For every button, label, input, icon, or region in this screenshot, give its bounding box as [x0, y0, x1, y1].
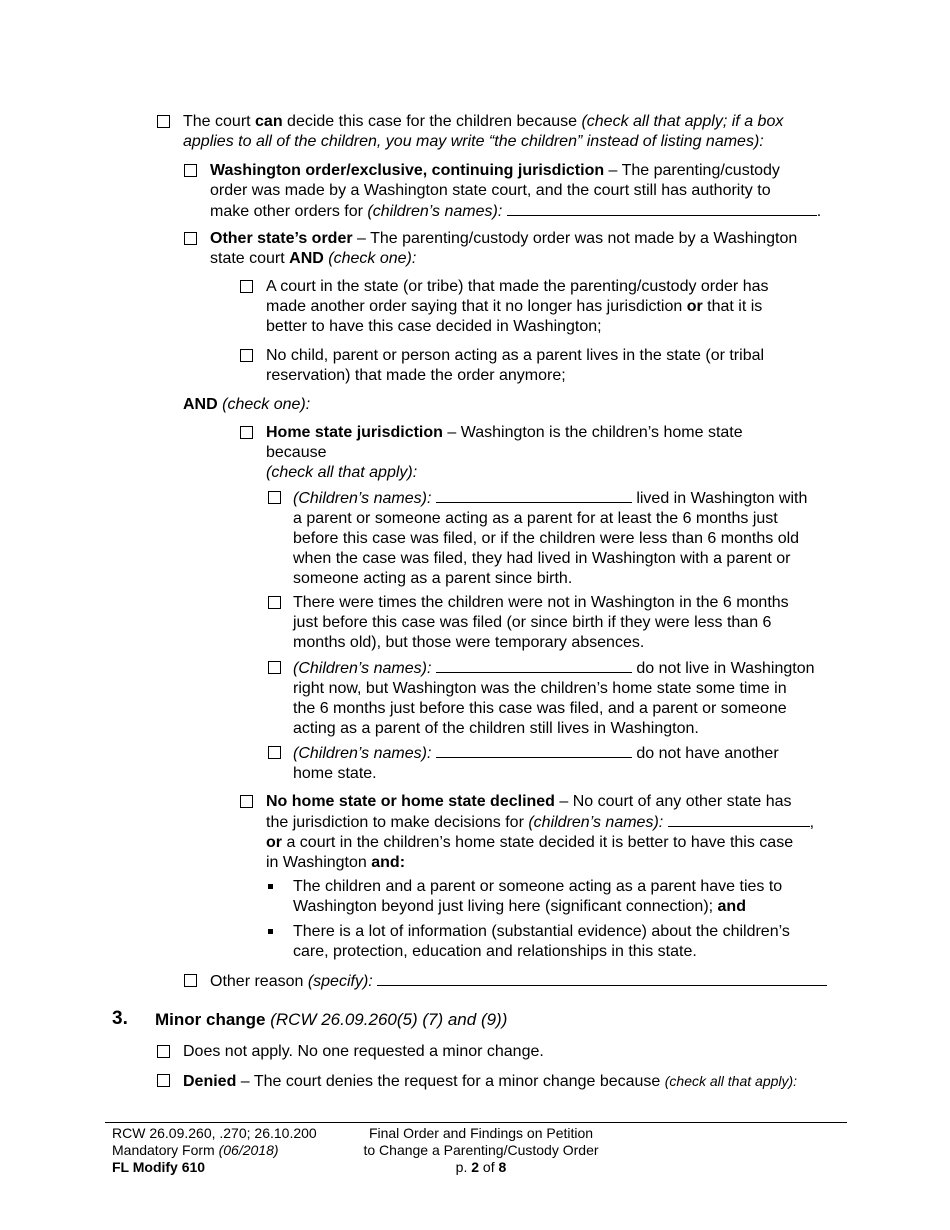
- court-no-longer-has-jurisdiction-text: A court in the state (or tribe) that made the parenting/custody order has made another order saying that it no longer has jurisdiction or that it is better to have this case decided in Washington;: [266, 278, 769, 335]
- footer-left: RCW 26.09.260, .270; 26.10.200 Mandatory Form (06/2018) FL Modify 610: [112, 1125, 317, 1175]
- checkbox-minor-change-does-not-apply[interactable]: [157, 1045, 170, 1058]
- footer-center: Final Order and Findings on Petition to Change a Parenting/Custody Order p. 2 of 8: [363, 1125, 599, 1175]
- checkbox-no-other-home-state[interactable]: [268, 746, 281, 759]
- significant-connection-text: The children and a parent or someone acting as a parent have ties to Washington beyond just living here (significant connection); and: [293, 878, 783, 915]
- do-not-live-in-washington-text: (Children’s names): do not live in Washington right now, but Washington was the children’s home state some time in the 6 months just before this case was filed, and a parent or someone acting as a parent of the children still lives in Washington.: [293, 660, 815, 737]
- temporary-absences-text: There were times the children were not in Washington in the 6 months just before this case was filed (or since birth if they were less than 6 months old), but those were temporary absences.: [293, 594, 789, 651]
- checkbox-other-reason[interactable]: [184, 974, 197, 987]
- court-can-decide-text: The court can decide this case for the children because (check all that apply; if a box applies to all of the children, you may write “the children” instead of listing names):: [183, 113, 784, 150]
- children-names-field[interactable]: [436, 488, 632, 503]
- checkbox-court-no-longer-has-jurisdiction[interactable]: [240, 280, 253, 293]
- no-home-state-text: No home state or home state declined – No court of any other state has the jurisdiction to make decisions for (children’s names): , or a court in the children’s home state decided it is better to have this case in Washington and:: [266, 793, 815, 871]
- checkbox-court-can-decide[interactable]: [157, 115, 170, 128]
- checkbox-home-state-jurisdiction[interactable]: [240, 426, 253, 439]
- children-names-field[interactable]: [436, 743, 632, 758]
- and-check-one-heading: AND (check one):: [183, 396, 311, 413]
- checkbox-do-not-live-in-washington[interactable]: [268, 661, 281, 674]
- section-number: 3.: [112, 1008, 128, 1029]
- other-state-order-text: Other state’s order – The parenting/custody order was not made by a Washington state court AND (check one):: [210, 230, 798, 267]
- other-reason-field[interactable]: [377, 971, 827, 986]
- section-title: Minor change (RCW 26.09.260(5) (7) and (9)): [155, 1010, 508, 1029]
- minor-change-denied-text: Denied – The court denies the request for a minor change because (check all that apply):: [183, 1073, 798, 1090]
- substantial-evidence-text: There is a lot of information (substantial evidence) about the children’s care, protection, education and relationships in this state.: [293, 923, 790, 960]
- checkbox-temporary-absences[interactable]: [268, 596, 281, 609]
- washington-order-text: Washington order/exclusive, continuing jurisdiction – The parenting/custody order was made by a Washington state court, and the court still has authority to make other orders for (children’s names): .: [210, 162, 822, 220]
- lived-in-washington-text: (Children’s names): lived in Washington with a parent or someone acting as a parent for at least the 6 months just before this case was filed, or if the children were less than 6 months old when the case was filed, they had lived in Washington with a parent or someone acting as a parent since birth.: [293, 490, 808, 587]
- bullet-marker: [268, 884, 273, 889]
- checkbox-other-state-order[interactable]: [184, 232, 197, 245]
- children-names-field[interactable]: [507, 201, 817, 216]
- checkbox-minor-change-denied[interactable]: [157, 1074, 170, 1087]
- minor-change-does-not-apply-text: Does not apply. No one requested a minor change.: [183, 1043, 544, 1060]
- checkbox-no-one-lives-in-state[interactable]: [240, 349, 253, 362]
- other-reason-text: Other reason (specify):: [210, 971, 850, 992]
- children-names-field[interactable]: [668, 812, 810, 827]
- bullet-marker: [268, 929, 273, 934]
- footer-divider: [105, 1122, 847, 1123]
- checkbox-lived-in-washington[interactable]: [268, 491, 281, 504]
- home-state-jurisdiction-text: Home state jurisdiction – Washington is the children’s home state because (check all that apply):: [266, 424, 743, 481]
- children-names-field[interactable]: [436, 658, 632, 673]
- checkbox-no-home-state[interactable]: [240, 795, 253, 808]
- no-one-lives-in-state-text: No child, parent or person acting as a parent lives in the state (or tribal reservation) that made the order anymore;: [266, 347, 765, 384]
- no-other-home-state-text: (Children’s names): do not have another home state.: [293, 745, 779, 782]
- checkbox-washington-order[interactable]: [184, 164, 197, 177]
